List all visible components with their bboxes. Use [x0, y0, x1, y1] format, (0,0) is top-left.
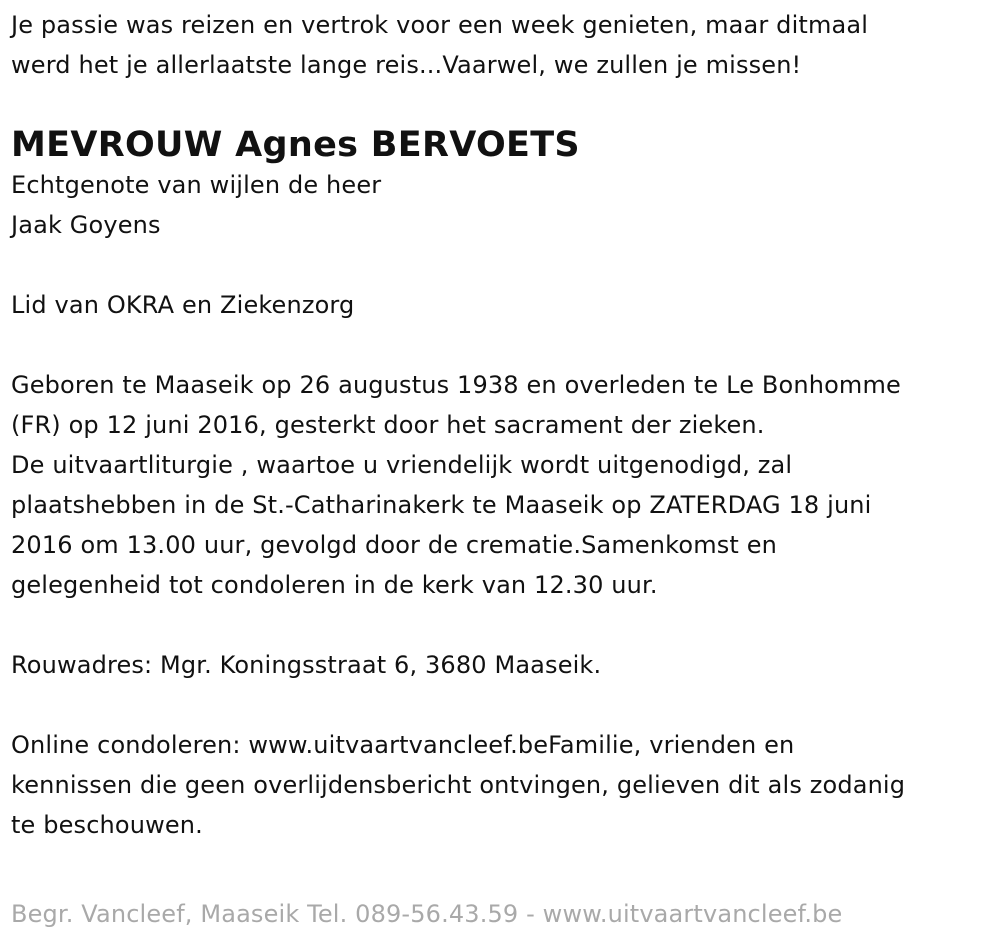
- details-line: 2016 om 13.00 uur, gevolgd door de crematie.Samenkomst en: [11, 531, 777, 559]
- intro-line: werd het je allerlaatste lange reis...Vaarwel, we zullen je missen!: [11, 51, 802, 79]
- intro-paragraph: [11, 5, 991, 85]
- online-line: kennissen die geen overlijdensbericht ontvingen, gelieven dit als zodanig: [11, 771, 906, 799]
- spacer: [11, 325, 991, 365]
- online-line: Online condoleren: www.uitvaartvancleef.beFamilie, vrienden en: [11, 731, 795, 759]
- details-line: Geboren te Maaseik op 26 augustus 1938 en overleden te Le Bonhomme: [11, 371, 901, 399]
- details-line: De uitvaartliturgie , waartoe u vriendelijk wordt uitgenodigd, zal: [11, 451, 793, 479]
- funeral-details: [11, 365, 991, 605]
- intro-line: Je passie was reizen en vertrok voor een week genieten, maar ditmaal: [11, 11, 869, 39]
- details-line: gelegenheid tot condoleren in de kerk van 12.30 uur.: [11, 571, 658, 599]
- spouse-line: Jaak Goyens: [11, 211, 161, 239]
- funeral-home-footer: Begr. Vancleef, Maaseik Tel. 089-56.43.59 - www.uitvaartvancleef.be: [11, 900, 843, 928]
- spacer: [11, 605, 991, 645]
- obituary-notice: [11, 0, 991, 845]
- spacer: [11, 245, 991, 285]
- spacer: [11, 685, 991, 725]
- online-line: te beschouwen.: [11, 811, 203, 839]
- deceased-name: MEVROUW Agnes BERVOETS: [11, 125, 580, 165]
- online-condolences: [11, 725, 991, 845]
- details-line: (FR) op 12 juni 2016, gesterkt door het sacrament der zieken.: [11, 411, 765, 439]
- mourning-address: Rouwadres: Mgr. Koningsstraat 6, 3680 Maaseik.: [11, 651, 602, 679]
- spouse-line: Echtgenote van wijlen de heer: [11, 171, 382, 199]
- details-line: plaatshebben in de St.-Catharinakerk te Maaseik op ZATERDAG 18 juni: [11, 491, 872, 519]
- spouse-info: [11, 165, 991, 245]
- membership: Lid van OKRA en Ziekenzorg: [11, 291, 355, 319]
